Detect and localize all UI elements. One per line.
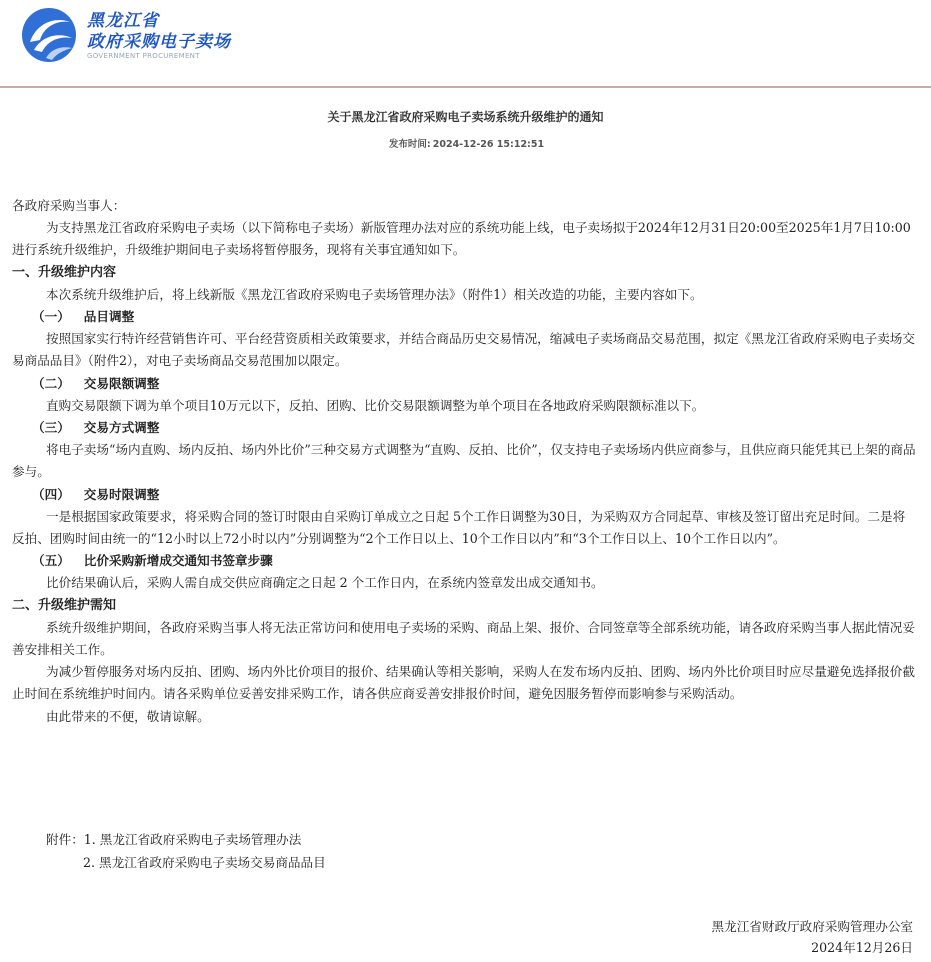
section1-intro: 本次系统升级维护后，将上线新版《黑龙江省政府采购电子卖场管理办法》（附件1）相关改造的功能，主要内容如下。	[46, 286, 703, 302]
publish-time-value: 2024-12-26 15:12:51	[432, 139, 545, 150]
section-heading-1: 一、升级维护内容	[12, 264, 117, 280]
subsection-title: 交易方式调整	[83, 420, 160, 436]
subsection-number: （五）	[32, 553, 70, 569]
section2-paragraph: 系统升级维护期间，各政府采购当事人将无法正常访问和使用电子卖场的采购、商品上架、报价、合同签章等全部系统功能，请各政府采购当事人据此情况妥善安排相关工作。	[12, 619, 915, 658]
subsection-text: 将电子卖场“场内直购、场内反拍、场内外比价”三种交易方式调整为“直购、反拍、比价”，仅支持电子卖场场内供应商参与，且供应商只能凭其已上架的商品参与。	[12, 442, 916, 480]
notice-title: 关于黑龙江省政府采购电子卖场系统升级维护的通知	[327, 110, 604, 124]
subsection-heading	[12, 417, 917, 439]
subsection-text: 直购交易限额下调为单个项目10万元以下，反拍、团购、比价交易限额调整为单个项目在各地政府采购限额标准以下。	[46, 397, 705, 413]
subsection-heading	[12, 306, 917, 328]
signature-date: 2024年12月26日	[811, 940, 913, 955]
subsection-text: 比价结果确认后，采购人需自成交供应商确定之日起 2 个工作日内，在系统内签章发出成交通知书。	[46, 575, 604, 591]
subsection-text: 按照国家实行特许经营销售许可、平台经营资质相关政策要求，并结合商品历史交易情况，缩减电子卖场商品交易范围，拟定《黑龙江省政府采购电子卖场交易商品品目》（附件2），对电子卖场商品交易范围加以限定。	[12, 331, 915, 369]
attachment-row	[46, 828, 326, 851]
logo-swoosh-icon[interactable]	[20, 6, 78, 64]
subsection-number: （一）	[32, 309, 70, 325]
brand-title-line2: 政府采购电子卖场	[87, 32, 231, 52]
attachment-label: 附件：	[46, 832, 84, 847]
publish-time-label: 发布时间:	[388, 139, 431, 150]
site-header	[0, 0, 931, 88]
brand-title-line1: 黑龙江省	[87, 11, 159, 31]
subsection-text: 一是根据国家政策要求，将采购合同的签订时限由自采购订单成立之日起 5个工作日调整为30日，为采购双方合同起草、审核及签订留出充足时间。二是将反拍、团购时间由统一的“12小时以上72小时以内”分别调整为“2个工作日以上、10个工作日以内”和“3个工作日以上、10个工作日以内”。	[12, 508, 906, 547]
subsection-title: 交易限额调整	[83, 375, 160, 391]
section2-paragraph: 为减少暂停服务对场内反拍、团购、场内外比价项目的报价、结果确认等相关影响，采购人在发布场内反拍、团购、场内外比价项目时应尽量避免选择报价截止时间在系统维护时间内。请各采购单位妥善安排采购工作，请各供应商妥善安排报价时间，避免因服务暂停而影响参与采购活动。	[12, 664, 915, 702]
subsection-number: （四）	[32, 486, 70, 502]
brand-subtitle-en: GOVERNMENT PROCUREMENT	[87, 52, 200, 60]
subsection-heading	[12, 373, 917, 395]
subsection-heading	[12, 484, 917, 506]
publish-time	[0, 136, 931, 150]
attachment-link[interactable]: 2. 黑龙江省政府采购电子卖场交易商品品目	[83, 855, 326, 870]
section-heading-2: 二、升级维护需知	[12, 597, 117, 613]
salutation: 各政府采购当事人：	[12, 198, 126, 213]
attachment-list	[46, 828, 326, 874]
subsection-number: （二）	[32, 375, 70, 391]
subsection-title: 交易时限调整	[83, 486, 160, 502]
notice-body	[12, 195, 917, 728]
subsection-title: 品目调整	[83, 309, 135, 325]
closing-remark: 由此带来的不便，敬请谅解。	[46, 708, 210, 724]
subsection-title: 比价采购新增成交通知书签章步骤	[83, 553, 273, 569]
subsection-heading	[12, 550, 917, 572]
signature-org: 黑龙江省财政厅政府采购管理办公室	[711, 919, 913, 934]
signature-block	[712, 916, 914, 958]
attachment-link[interactable]: 1. 黑龙江省政府采购电子卖场管理办法	[83, 832, 302, 847]
intro-paragraph: 为支持黑龙江省政府采购电子卖场（以下简称电子卖场）新版管理办法对应的系统功能上线，电子卖场拟于2024年12月31日20:00至2025年1月7日10:00进行系统升级维护，升级维护期间电子卖场将暂停服务，现将有关事宜通知如下。	[12, 220, 911, 258]
subsection-number: （三）	[32, 420, 70, 436]
attachment-row	[46, 851, 326, 874]
